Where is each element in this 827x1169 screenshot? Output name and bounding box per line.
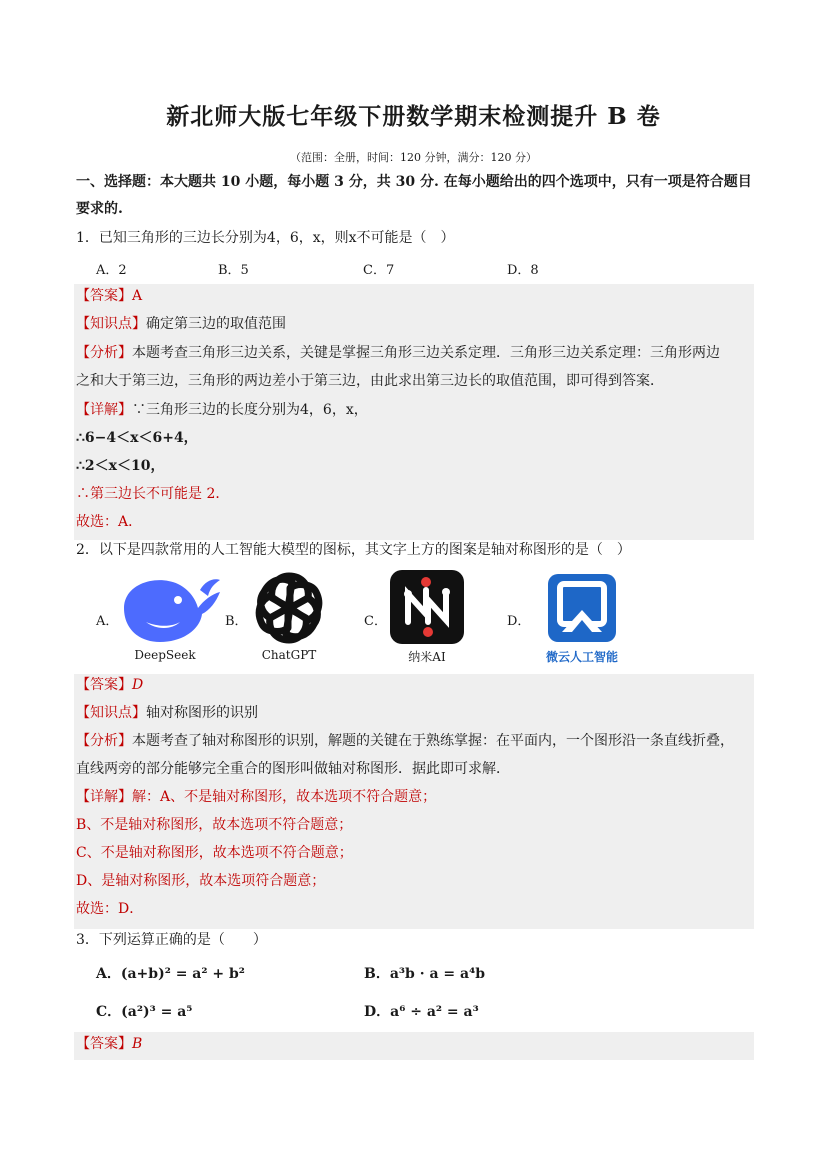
weiyun-ai-logo-icon — [548, 574, 616, 642]
knowledge-text: 轴对称图形的识别 — [146, 705, 258, 721]
knowledge-text: 确定第三边的取值范围 — [146, 316, 286, 332]
q1-option-a: A．2 — [96, 263, 127, 278]
answer-value: A — [132, 288, 143, 304]
analysis-tag: 【分析】 — [76, 345, 132, 361]
q1-analysis — [76, 343, 720, 363]
q2-option-c: C． — [364, 614, 387, 629]
q3-stem: 3．下列运算正确的是（ ） — [76, 932, 267, 948]
q2-option-b: B． — [225, 614, 248, 629]
q1-analysis-cont: 之和大于第三边，三角形的两边差小于第三边，由此求出第三边长的取值范围，即可得到答案． — [76, 373, 664, 389]
q1-option-c: C．7 — [363, 263, 395, 278]
q1-stem: 1．已知三角形的三边长分别为4，6，x，则x不可能是（ ） — [76, 230, 455, 246]
nami-ai-logo-icon — [390, 570, 464, 644]
q2-detail-c: C、不是轴对称图形，故本选项不符合题意； — [76, 845, 353, 861]
q3-option-b: B．a³b · a = a⁴b — [364, 966, 485, 982]
q3-option-a: A．(a+b)² = a² + b² — [96, 966, 245, 982]
q2-detail — [76, 787, 436, 807]
q3-option-c: C．(a²)³ = a⁵ — [96, 1004, 193, 1020]
q2-detail-b: B、不是轴对称图形，故本选项不符合题意； — [76, 817, 353, 833]
q3-option-d: D．a⁶ ÷ a² = a³ — [364, 1004, 479, 1020]
page-subtitle: （范围：全册，时间：120 分钟，满分：120 分） — [290, 151, 537, 164]
detail-tag: 【详解】 — [76, 789, 132, 805]
q1-detail — [76, 400, 368, 420]
nami-ai-caption: 纳米AI — [408, 650, 446, 664]
q1-detail-step2: ∴6−4＜x＜6+4， — [76, 430, 198, 446]
detail-text: ∵三角形三边的长度分别为4，6，x， — [132, 402, 368, 418]
q2-knowledge — [76, 703, 258, 723]
knowledge-tag: 【知识点】 — [76, 705, 146, 721]
q2-option-a: A． — [96, 614, 119, 629]
q2-analysis-cont: 直线两旁的部分能够完全重合的图形叫做轴对称图形．据此即可求解． — [76, 761, 510, 777]
q1-knowledge — [76, 314, 286, 334]
q2-stem: 2．以下是四款常用的人工智能大模型的图标，其文字上方的图案是轴对称图形的是（ ） — [76, 542, 631, 558]
weiyun-caption: 微云人工智能 — [545, 650, 618, 664]
deepseek-caption: DeepSeek — [134, 648, 196, 662]
q1-answer — [76, 286, 142, 306]
chatgpt-caption: ChatGPT — [261, 648, 317, 662]
q2-detail-conclusion: 故选：D． — [76, 901, 144, 917]
q2-detail-d: D、是轴对称图形，故本选项符合题意； — [76, 873, 326, 889]
q1-option-b: B．5 — [218, 263, 249, 278]
detail-text: 解：A、不是轴对称图形，故本选项不符合题意； — [132, 789, 437, 805]
deepseek-whale-icon — [116, 570, 224, 646]
knowledge-tag: 【知识点】 — [76, 316, 146, 332]
section-heading: 一、选择题：本大题共 10 小题，每小题 3 分，共 30 分. 在每小题给出的四个选项中，只有一项是符合题目 — [76, 174, 752, 190]
section-heading-cont: 要求的. — [76, 201, 123, 217]
q2-answer — [76, 675, 143, 695]
q3-answer — [76, 1034, 142, 1054]
page-title: 新北师大版七年级下册数学期末检测提升 B 卷 — [166, 103, 661, 130]
answer-value: D — [132, 677, 144, 693]
detail-tag: 【详解】 — [76, 402, 132, 418]
answer-tag: 【答案】 — [76, 288, 132, 304]
q1-option-d: D．8 — [507, 263, 539, 278]
analysis-text: 本题考查三角形三边关系，关键是掌握三角形三边关系定理．三角形三边关系定理：三角形两边 — [132, 345, 720, 361]
q1-detail-step4: ∴第三边长不可能是 2． — [76, 486, 230, 502]
q1-detail-step5: 故选：A． — [76, 514, 143, 530]
chatgpt-logo-icon — [250, 570, 328, 646]
analysis-tag: 【分析】 — [76, 733, 132, 749]
answer-value: B — [132, 1036, 143, 1052]
q3-answer-block — [74, 1032, 754, 1060]
answer-tag: 【答案】 — [76, 1036, 132, 1052]
q2-option-d: D． — [507, 614, 531, 629]
answer-tag: 【答案】 — [76, 677, 132, 693]
analysis-text: 本题考查了轴对称图形的识别，解题的关键在于熟练掌握：在平面内，一个图形沿一条直线折叠， — [132, 733, 734, 749]
q1-detail-step3: ∴2＜x＜10， — [76, 458, 165, 474]
q2-analysis — [76, 731, 734, 751]
